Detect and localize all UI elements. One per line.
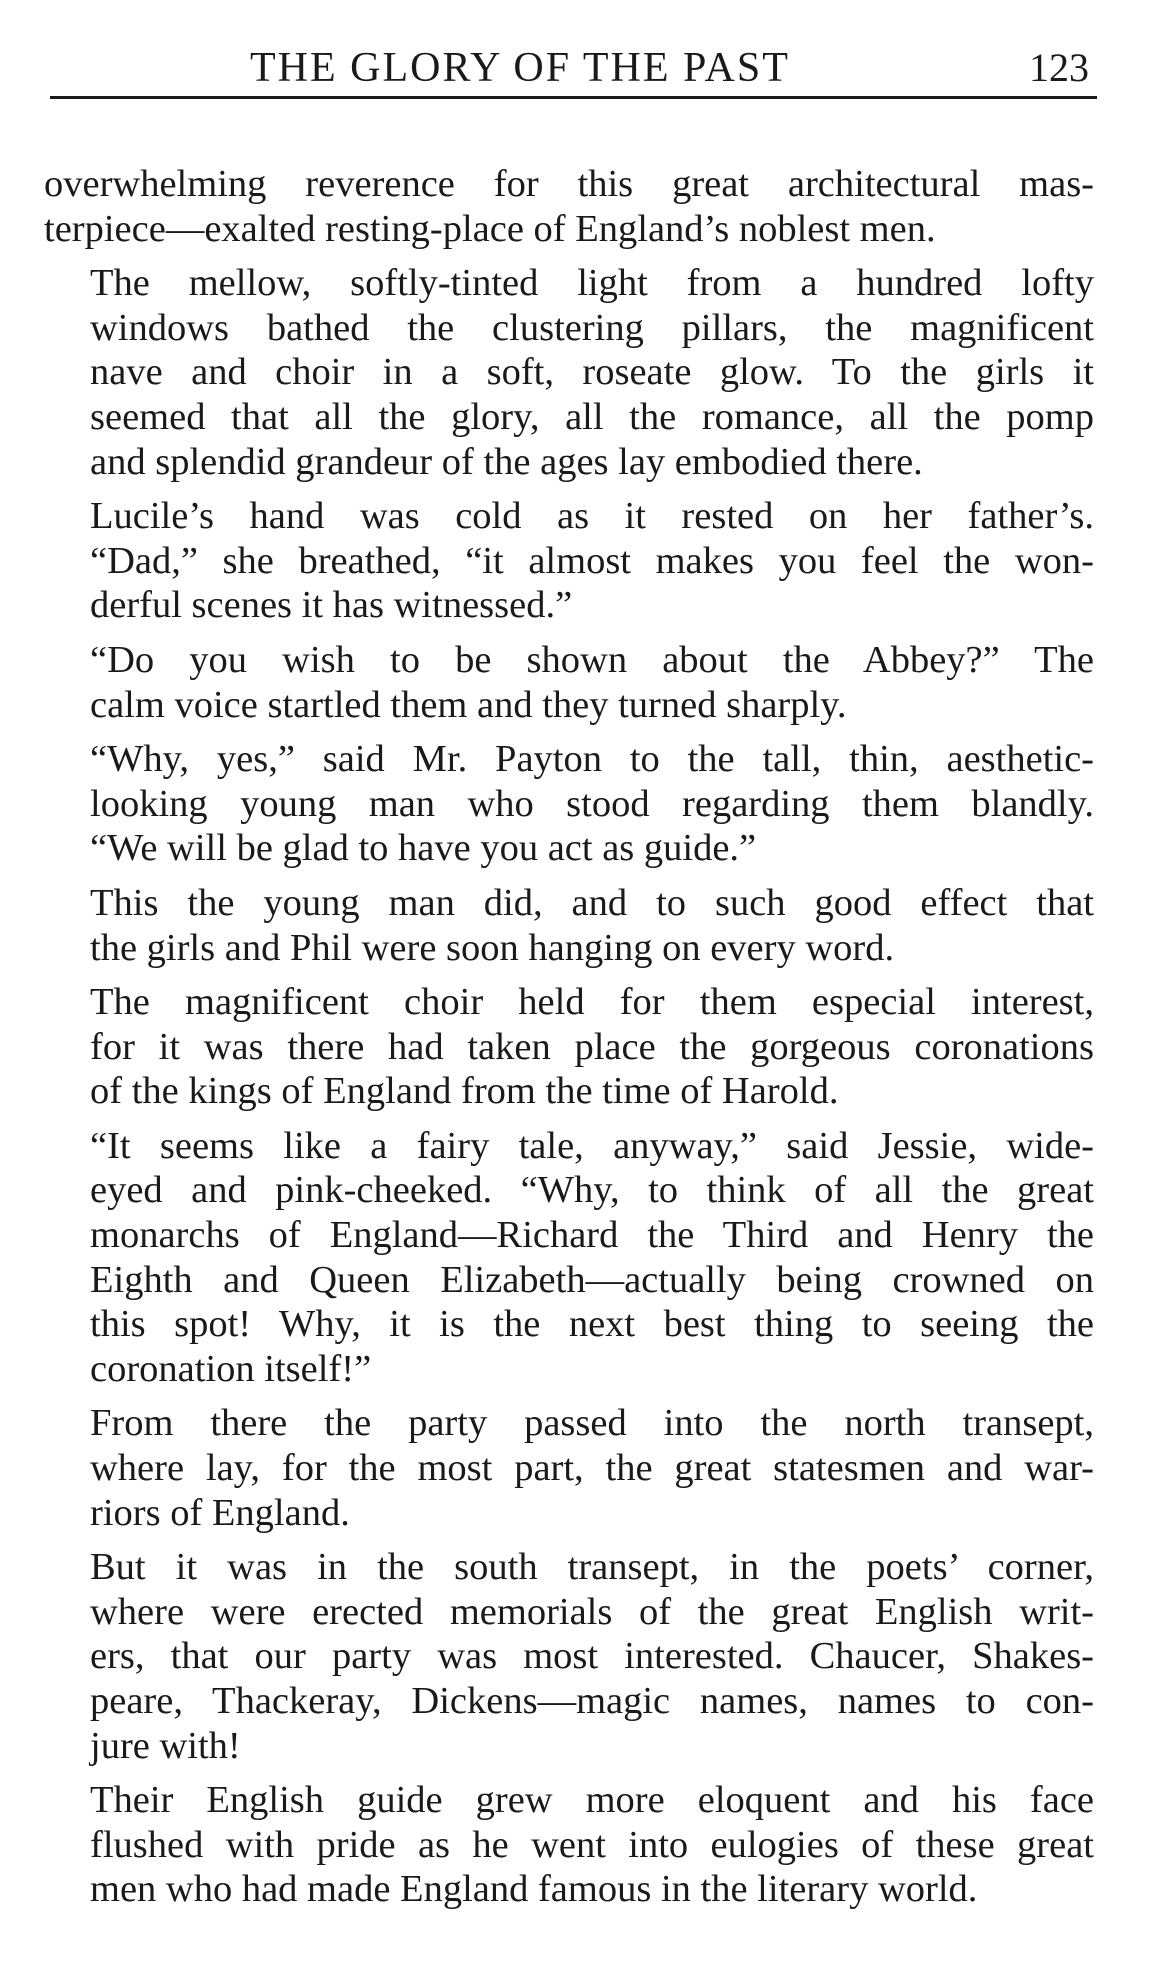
text-line: Eighth and Queen Elizabeth—actually being crowned on bbox=[90, 1258, 1094, 1301]
text-line: men who had made England famous in the literary world. bbox=[90, 1868, 978, 1911]
text-line: The mellow, softly-tinted light from a hundred lofty bbox=[90, 262, 1094, 305]
paragraph bbox=[44, 1778, 1094, 1912]
running-title: THE GLORY OF THE PAST bbox=[250, 45, 790, 91]
text-line: From there the party passed into the north transept, bbox=[90, 1402, 1094, 1445]
paragraph bbox=[44, 494, 1094, 628]
text-line: derful scenes it has witnessed.” bbox=[90, 584, 573, 627]
text-line: terpiece—exalted resting-place of England’s noblest men. bbox=[44, 207, 936, 250]
text-line: the girls and Phil were soon hanging on every word. bbox=[90, 926, 895, 969]
text-line: looking young man who stood regarding them blandly. bbox=[90, 782, 1094, 825]
text-line: Their English guide grew more eloquent and his face bbox=[90, 1779, 1094, 1822]
text-line: nave and choir in a soft, roseate glow. To the girls it bbox=[90, 351, 1094, 394]
text-line: coronation itself!” bbox=[90, 1347, 372, 1390]
text-line: But it was in the south transept, in the poets’ corner, bbox=[90, 1546, 1094, 1589]
text-line: monarchs of England—Richard the Third and Henry the bbox=[90, 1214, 1094, 1257]
paragraph bbox=[44, 881, 1094, 970]
text-line: Lucile’s hand was cold as it rested on her father’s. bbox=[90, 495, 1094, 538]
text-line: peare, Thackeray, Dickens—magic names, names to con- bbox=[90, 1680, 1094, 1722]
text-line: windows bathed the clustering pillars, the magnificent bbox=[90, 306, 1094, 349]
paragraph bbox=[44, 638, 1094, 727]
text-line: calm voice startled them and they turned sharply. bbox=[90, 683, 847, 726]
text-line: seemed that all the glory, all the romance, all the pomp bbox=[90, 395, 1094, 438]
text-line: and splendid grandeur of the ages lay embodied there. bbox=[90, 440, 923, 483]
paragraph bbox=[44, 980, 1094, 1114]
paragraph bbox=[44, 1545, 1094, 1768]
text-line: “Why, yes,” said Mr. Payton to the tall, thin, aesthetic- bbox=[90, 738, 1094, 781]
text-line: this spot! Why, it is the next best thing to seeing the bbox=[90, 1303, 1094, 1346]
body-text bbox=[44, 162, 1094, 1922]
text-line: eyed and pink-cheeked. “Why, to think of all the great bbox=[90, 1169, 1094, 1212]
text-line: “It seems like a fairy tale, anyway,” said Jessie, wide- bbox=[90, 1124, 1094, 1167]
text-line: flushed with pride as he went into eulogies of these great bbox=[90, 1823, 1094, 1866]
paragraph bbox=[44, 162, 1094, 251]
text-line: jure with! bbox=[90, 1724, 241, 1767]
paragraph bbox=[44, 261, 1094, 484]
paragraph bbox=[44, 1124, 1094, 1392]
paragraph bbox=[44, 1401, 1094, 1535]
text-line: “Dad,” she breathed, “it almost makes you feel the won- bbox=[90, 539, 1094, 582]
text-line: riors of England. bbox=[90, 1491, 350, 1534]
running-head bbox=[50, 40, 1097, 99]
page-number: 123 bbox=[1029, 45, 1089, 90]
text-line: overwhelming reverence for this great architectural mas- bbox=[44, 163, 1094, 205]
text-line: ers, that our party was most interested. Chaucer, Shakes- bbox=[90, 1635, 1094, 1678]
text-line: “Do you wish to be shown about the Abbey?” The bbox=[90, 638, 1094, 681]
text-line: “We will be glad to have you act as guide.” bbox=[90, 827, 757, 870]
text-line: where lay, for the most part, the great statesmen and war- bbox=[90, 1447, 1094, 1490]
text-line: of the kings of England from the time of Harold. bbox=[90, 1070, 839, 1113]
text-line: for it was there had taken place the gorgeous coronations bbox=[90, 1025, 1094, 1068]
text-line: The magnificent choir held for them especial interest, bbox=[90, 981, 1094, 1024]
paragraph bbox=[44, 737, 1094, 871]
text-line: where were erected memorials of the great English writ- bbox=[90, 1590, 1094, 1633]
text-line: This the young man did, and to such good effect that bbox=[90, 881, 1094, 924]
